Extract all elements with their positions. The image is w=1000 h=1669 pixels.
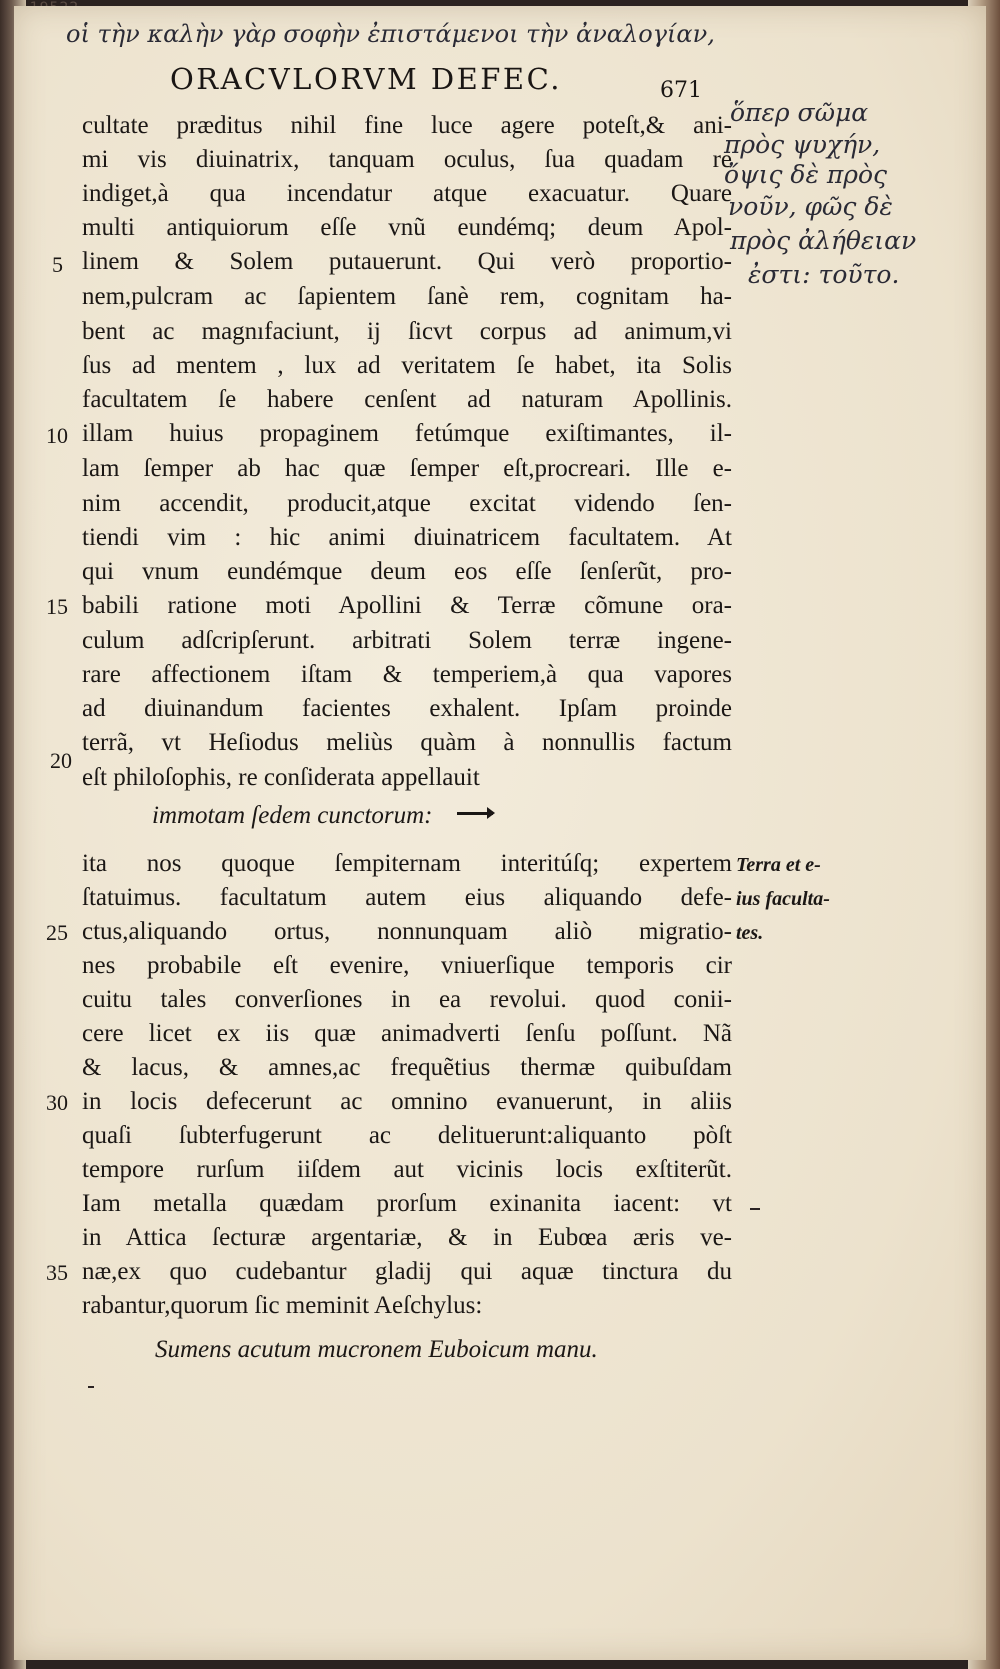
text-line: lam ſemper ab hac quæ ſemper eſt,procreari. Ille e- — [82, 455, 732, 482]
marginal-note-line: tes. — [736, 922, 764, 944]
text-line: facultatem ſe habere cenſent ad naturam Apollinis. — [82, 386, 732, 413]
text-line: ctus,aliquando ortus, nonnunquam aliò migratio- — [82, 918, 732, 945]
line-number: 10 — [46, 423, 68, 448]
text-line: nes probabile eſt evenire, vniuerſique temporis cir — [82, 952, 732, 979]
line-number: 30 — [46, 1090, 68, 1115]
text-line: cuitu tales converſiones in ea revolui. quod conii- — [82, 986, 732, 1013]
text-line: cultate præditus nihil fine luce agere poteſt,& ani- — [82, 112, 732, 139]
text-line: babili ratione moti Apollini & Terræ cõmune ora- — [82, 592, 732, 619]
margin-line: νοῦν, φῶς δὲ — [728, 192, 893, 221]
text-line: in locis defecerunt ac omnino evanuerunt, in aliis — [82, 1088, 732, 1115]
text-line: illam huius propaginem fetúmque exiſtimantes, il- — [82, 420, 732, 447]
margin-line: πρὸς ψυχήν, — [724, 130, 881, 159]
text-line: ſus ad mentem , lux ad veritatem ſe habet, ita Solis — [82, 352, 732, 379]
verse-quotation: Sumens acutum mucronem Euboicum manu. — [155, 1336, 598, 1363]
text-line: eſt philoſophis, re conſiderata appellauit — [82, 764, 480, 791]
line-number: 35 — [46, 1260, 68, 1285]
page-number: 671 — [660, 78, 702, 103]
text-line: qui vnum eundémque deum eos eſſe ſenſerũt, pro- — [82, 558, 732, 585]
line-number: 20 — [50, 748, 72, 773]
text-line: & lacus, & amnes,ac frequẽtius thermæ quibuſdam — [82, 1054, 732, 1081]
text-line: nem,pulcram ac ſapientem ſanè rem, cognitam ha- — [82, 283, 732, 310]
text-line: tiendi vim : hic animi diuinatricem facultatem. At — [82, 524, 732, 551]
text-line: terrã, vt Heſiodus meliùs quàm à nonnullis factum — [82, 729, 732, 756]
marginal-note-line: Terra et e- — [736, 854, 821, 876]
margin-line: ὅπερ σῶμα — [730, 98, 869, 127]
text-line: ad diuinandum facientes exhalent. Ipſam proinde — [82, 695, 732, 722]
text-line: quaſi ſubterfugerunt ac delituerunt:aliquanto pòſt — [82, 1122, 732, 1149]
stray-mark — [750, 1208, 760, 1210]
stray-mark — [88, 1386, 94, 1388]
text-line: ſtatuimus. facultatum autem eius aliquando defe- — [82, 884, 732, 911]
line-number: 5 — [52, 252, 63, 277]
text-line: in Attica ſecturæ argentariæ, & in Eubœa æris ve- — [82, 1224, 732, 1251]
text-line: linem & Solem putauerunt. Qui verò proportio- — [82, 248, 732, 275]
verse-quotation: immotam ſedem cunctorum: — [152, 802, 433, 829]
text-line: næ,ex quo cudebantur gladij qui aquæ tinctura du — [82, 1258, 732, 1285]
line-number: 25 — [46, 920, 68, 945]
text-line: multi antiquiorum eſſe vnũ eundémq; deum Apol- — [82, 214, 732, 241]
text-line: indiget,à qua incendatur atque exacuatur. Quare — [82, 180, 732, 207]
text-line: Iam metalla quædam prorſum exinanita iacent: vt — [82, 1190, 732, 1217]
text-line: mi vis diuinatrix, tanquam oculus, ſua quadam re — [82, 146, 732, 173]
text-line: culum adſcripſerunt. arbitrati Solem terræ ingene- — [82, 627, 732, 654]
text-line: cere licet ex iis quæ animadverti ſenſu poſſunt. Nã — [82, 1020, 732, 1047]
handwritten-top-note: οἱ τὴν καλὴν γὰρ σοφὴν ἐπιστάμενοι τὴν ἀναλογίαν, — [66, 20, 715, 48]
margin-line: ἐστι: τοῦτο. — [748, 260, 900, 289]
line-number: 15 — [46, 594, 68, 619]
text-line: tempore rurſum iiſdem aut vicinis locis exſtiterũt. — [82, 1156, 732, 1183]
text-line: bent ac magnıfaciunt, ij ſicvt corpus ad animum,vi — [82, 318, 732, 345]
margin-line: ὄψις δὲ πρὸς — [724, 160, 888, 189]
text-line: ita nos quoque ſempiternam interitúſq; expertem — [82, 850, 732, 877]
handwritten-arrow — [457, 812, 493, 815]
text-line: nim accendit, producit,atque excitat videndo ſen- — [82, 490, 732, 517]
marginal-note-line: ius faculta- — [736, 888, 830, 910]
text-line: rare affectionem iſtam & temperiem,à qua vapores — [82, 661, 732, 688]
margin-line: πρὸς ἀλήθειαν — [730, 226, 917, 255]
text-line: rabantur,quorum ſic meminit Aeſchylus: — [82, 1292, 483, 1319]
running-header-title: ORACVLORVM DEFEC. — [170, 62, 562, 96]
